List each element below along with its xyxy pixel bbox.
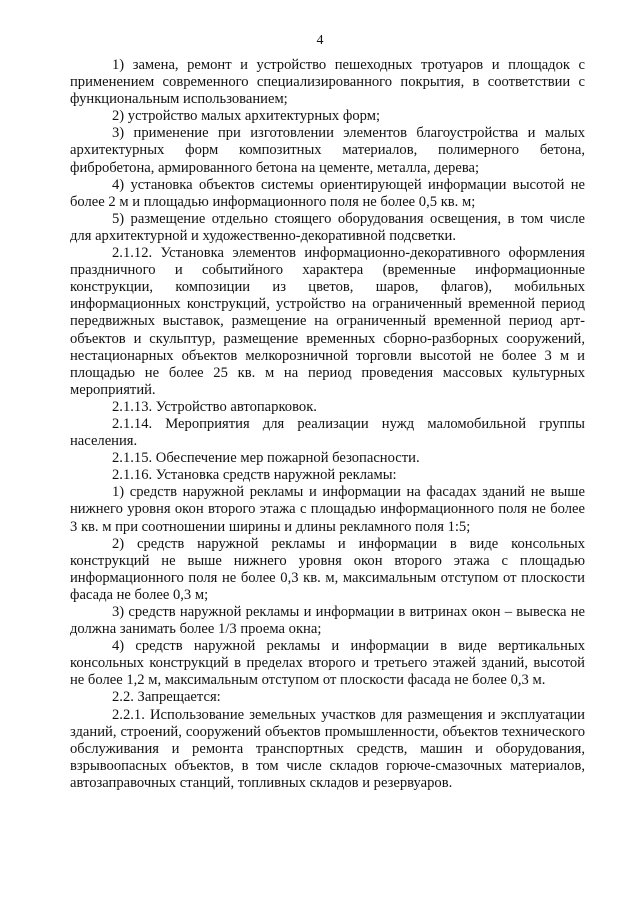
paragraph-advert-item-4: 4) средств наружной рекламы и информации в виде вертикальных консольных конструкций в пределах второго и третьего этажей зданий, высотой не более 1,2 м, максимальным отступом от плоскости фасада не более 0,3 м. xyxy=(70,638,585,689)
paragraph-advert-item-2: 2) средств наружной рекламы и информации в виде консольных конструкций не выше нижнего уровня окон второго этажа с площадью информационного поля не более 0,3 кв. м, максимальным отступом от плоскости фасада не более 0,3 м; xyxy=(70,535,585,603)
paragraph-advert-item-3: 3) средств наружной рекламы и информации в витринах окон – вывеска не должна занимать более 1/3 проема окна; xyxy=(70,604,585,638)
paragraph-item-5: 5) размещение отдельно стоящего оборудования освещения, в том числе для архитектурной и художественно-декоративной подсветки. xyxy=(70,210,585,244)
paragraph-advert-item-1: 1) средств наружной рекламы и информации на фасадах зданий не выше нижнего уровня окон второго этажа с площадью информационного поля не более 3 кв. м при соотношении ширины и длины рекламного поля 1:5; xyxy=(70,484,585,535)
paragraph-item-1: 1) замена, ремонт и устройство пешеходных тротуаров и площадок с применением современного специализированного покрытия, в соответствии с функциональным использованием; xyxy=(70,57,585,108)
document-body xyxy=(70,57,585,792)
paragraph-2-1-12: 2.1.12. Установка элементов информационно-декоративного оформления праздничного и событийного характера (временные информационные конструкции, композиции из цветов, шаров, флагов), мобильных информационных конструкций, устройство на ограниченный временной период передвижных выставок, размещение на ограниченный временной период арт-объектов и скульптур, размещение временных сборно-разборных сооружений, нестационарных объектов мелкорозничной торговли высотой не более 3 м и площадью не более 25 кв. м на период проведения массовых культурных мероприятий. xyxy=(70,245,585,398)
paragraph-2-1-15: 2.1.15. Обеспечение мер пожарной безопасности. xyxy=(112,450,420,467)
paragraph-2-1-14: 2.1.14. Мероприятия для реализации нужд маломобильной группы населения. xyxy=(70,415,585,450)
page-number: 4 xyxy=(316,33,324,48)
paragraph-2-2: 2.2. Запрещается: xyxy=(112,689,221,706)
paragraph-item-4: 4) установка объектов системы ориентирующей информации высотой не более 2 м и площадью информационного поля не более 0,5 кв. м; xyxy=(70,176,585,210)
paragraph-item-3: 3) применение при изготовлении элементов благоустройства и малых архитектурных форм композитных материалов, полимерного бетона, фибробетона, армированного бетона на цементе, металла, дерева; xyxy=(70,125,585,176)
paragraph-item-2: 2) устройство малых архитектурных форм; xyxy=(112,108,380,125)
paragraph-2-2-1: 2.2.1. Использование земельных участков для размещения и эксплуатации зданий, строений, сооружений объектов промышленности, объектов технического обслуживания и ремонта транспортных средств, машин и оборудования, взрывоопасных объектов, в том числе складов горюче-смазочных материалов, автозаправочных станций, топливных складов и резервуаров. xyxy=(70,706,585,791)
paragraph-2-1-16: 2.1.16. Установка средств наружной рекламы: xyxy=(112,467,397,484)
paragraph-2-1-13: 2.1.13. Устройство автопарковок. xyxy=(112,398,317,415)
